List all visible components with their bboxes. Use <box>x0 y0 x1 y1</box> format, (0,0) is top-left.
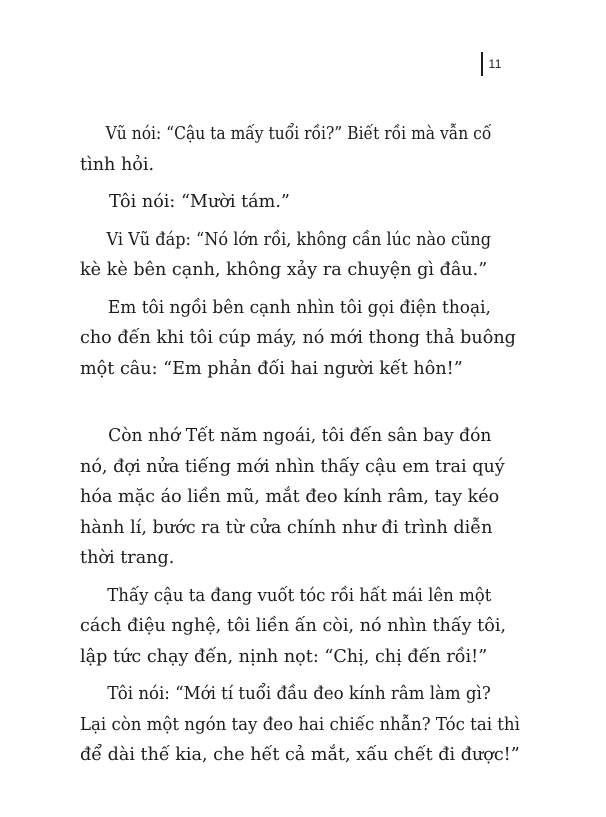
text-line: hóa mặc áo liền mũ, mắt đeo kính râm, tay kéo <box>80 487 500 507</box>
text-line: để dài thế kia, che hết cả mắt, xấu chết đi được!” <box>80 745 520 765</box>
text-line: Tôi nói: “Mười tám.” <box>109 192 290 212</box>
text-line: Còn nhớ Tết năm ngoái, tôi đến sân bay đón <box>108 426 492 446</box>
paragraph <box>80 119 520 180</box>
page-header <box>481 52 502 76</box>
body-text <box>80 119 520 771</box>
paragraph <box>80 225 520 286</box>
paragraph <box>80 581 520 673</box>
text-line: Vũ nói: “Cậu ta mấy tuổi rồi?” Biết rồi mà vẫn cố <box>105 124 492 144</box>
text-line: Em tôi ngồi bên cạnh nhìn tôi gọi điện thoại, <box>107 297 491 318</box>
paragraph <box>80 293 520 385</box>
text-line: lập tức chạy đến, nịnh nọt: “Chị, chị đến rồi!” <box>80 646 488 667</box>
text-line: Lại còn một ngón tay đeo hai chiếc nhẫn? Tóc tai thì <box>80 714 520 735</box>
text-line: tình hỏi. <box>80 154 155 175</box>
paragraph <box>80 187 520 218</box>
text-line: Vi Vũ đáp: “Nó lớn rồi, không cần lúc nào cũng <box>106 229 492 250</box>
text-line: nó, đợi nửa tiếng mới nhìn thấy cậu em trai quý <box>80 456 505 477</box>
paragraph <box>80 421 520 574</box>
text-line: Thấy cậu ta đang vuốt tóc rồi hất mái lên một <box>107 585 492 606</box>
text-line: cho đến khi tôi cúp máy, nó mới thong thả buông <box>80 328 516 348</box>
text-line: Tôi nói: “Mới tí tuổi đầu đeo kính râm làm gì? <box>107 684 491 704</box>
paragraph <box>80 679 520 771</box>
page-number-rule <box>481 52 483 76</box>
text-line: hành lí, bước ra từ cửa chính như đi trình diễn <box>80 517 493 538</box>
text-line: thời trang. <box>80 548 175 568</box>
section-break <box>80 384 520 421</box>
text-line: kè kè bên cạnh, không xảy ra chuyện gì đâu.” <box>80 260 488 280</box>
text-line: một câu: “Em phản đối hai người kết hôn!” <box>80 358 463 379</box>
page-number: 11 <box>488 57 502 71</box>
text-line: cách điệu nghệ, tôi liền ấn còi, nó nhìn thấy tôi, <box>80 616 507 636</box>
